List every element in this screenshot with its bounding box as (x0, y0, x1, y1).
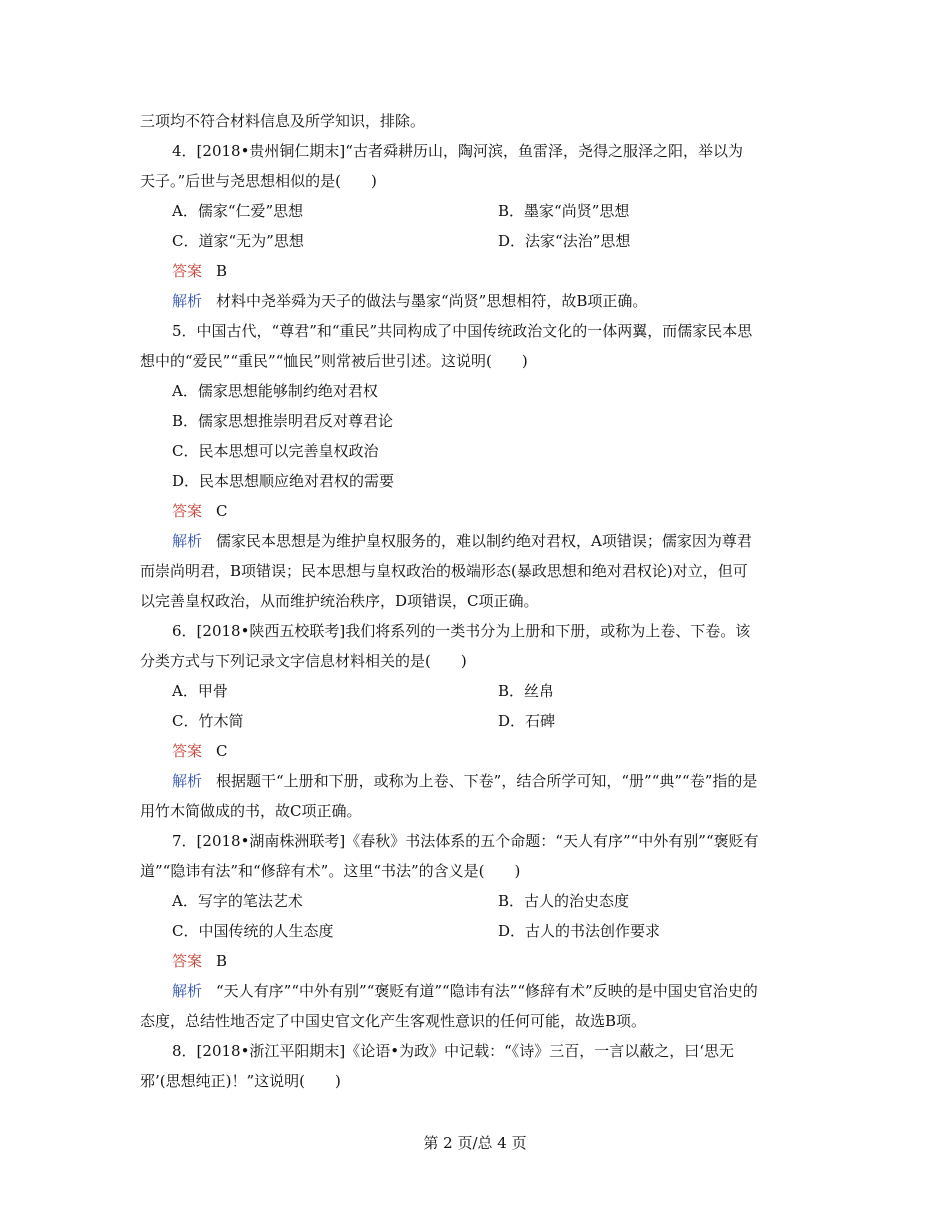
option-d: D．民本思想顺应绝对君权的需要 (172, 472, 395, 490)
answer-label: 答案 (172, 502, 203, 520)
explanation-continued: 而崇尚明君，B项错误；民本思想与皇权政治的极端形态(暴政思想和绝对君权论)对立，但可 (140, 562, 748, 580)
intro-line: 三项均不符合材料信息及所学知识，排除。 (140, 112, 426, 130)
question-stem: 7．[2018•湖南株洲联考]《春秋》书法体系的五个命题：“天人有序”“中外有别”“褒贬有 (172, 832, 759, 850)
explanation-label: 解析 (172, 982, 203, 1000)
answer-value: B (216, 952, 228, 970)
options-row (140, 676, 812, 706)
options-row (140, 196, 812, 226)
question-8 (140, 1036, 812, 1096)
explanation-continued: 态度，总结性地否定了中国史官文化产生客观性意识的任何可能，故选B项。 (140, 1012, 647, 1030)
answer-value: B (216, 262, 228, 280)
answer-label: 答案 (172, 262, 203, 280)
option-b: B．墨家“尚贤”思想 (498, 202, 630, 220)
answer-value: C (216, 502, 228, 520)
explanation-label: 解析 (172, 772, 203, 790)
answer-line (140, 946, 812, 976)
option-b: B．丝帛 (498, 682, 555, 700)
question-stem-continued: 分类方式与下列记录文字信息材料相关的是( ) (140, 652, 467, 670)
answer-line (140, 496, 812, 526)
explanation-line (140, 976, 812, 1006)
option-c: C．中国传统的人生态度 (172, 922, 334, 940)
question-stem-continued: 邪’(思想纯正)！”这说明( ) (140, 1072, 341, 1090)
explanation-line (140, 766, 812, 796)
question-6 (140, 616, 812, 826)
options-row (140, 916, 812, 946)
option-d: D．石碑 (498, 712, 556, 730)
option-c: C．道家“无为”思想 (172, 232, 304, 250)
question-7 (140, 826, 812, 1036)
question-stem: 4．[2018•贵州铜仁期末]“古者舜耕历山，陶河滨，鱼雷泽，尧得之服泽之阳，举以为 (172, 142, 743, 160)
option-b: B．儒家思想推崇明君反对尊君论 (172, 412, 394, 430)
question-stem: 6．[2018•陕西五校联考]我们将系列的一类书分为上册和下册，或称为上卷、下卷。该 (172, 622, 751, 640)
option-c: C．竹木简 (172, 712, 244, 730)
option-d: D．法家“法治”思想 (498, 232, 631, 250)
explanation-label: 解析 (172, 292, 203, 310)
question-stem-continued: 想中的“爱民”“重民”“恤民”则常被后世引述。这说明( ) (140, 352, 528, 370)
answer-label: 答案 (172, 952, 203, 970)
option-c: C．民本思想可以完善皇权政治 (172, 442, 379, 460)
explanation-continued: 以完善皇权政治，从而维护统治秩序，D项错误，C项正确。 (140, 592, 539, 610)
explanation-line (140, 526, 812, 556)
explanation-continued: 用竹木简做成的书，故C项正确。 (140, 802, 362, 820)
options-row (140, 226, 812, 256)
explanation-text: “天人有序”“中外有别”“褒贬有道”“隐讳有法”“修辞有术”反映的是中国史官治史的 (216, 982, 758, 1000)
question-stem-continued: 天子。”后世与尧思想相似的是( ) (140, 172, 377, 190)
option-a: A．写字的笔法艺术 (172, 892, 303, 910)
question-5 (140, 316, 812, 616)
option-a: A．甲骨 (172, 682, 228, 700)
question-stem: 8．[2018•浙江平阳期末]《论语•为政》中记载：“《诗》三百，一言以蔽之，曰‘思无 (172, 1042, 735, 1060)
question-stem-continued: 道”“隐讳有法”和“修辞有术”。这里“书法”的含义是( ) (140, 862, 521, 880)
explanation-line (140, 286, 812, 316)
explanation-label: 解析 (172, 532, 203, 550)
answer-line (140, 736, 812, 766)
answer-value: C (216, 742, 228, 760)
option-a: A．儒家“仁爱”思想 (172, 202, 304, 220)
option-d: D．古人的书法创作要求 (498, 922, 661, 940)
explanation-text: 材料中尧举舜为天子的做法与墨家“尚贤”思想相符，故B项正确。 (216, 292, 648, 310)
explanation-text: 儒家民本思想是为维护皇权服务的，难以制约绝对君权，A项错误；儒家因为尊君 (216, 532, 752, 550)
explanation-text: 根据题干“上册和下册，或称为上卷、下卷”，结合所学可知，“册”“典”“卷”指的是 (216, 772, 758, 790)
answer-line (140, 256, 812, 286)
question-stem: 5．中国古代，“尊君”和“重民”共同构成了中国传统政治文化的一体两翼，而儒家民本思 (172, 322, 753, 340)
answer-label: 答案 (172, 742, 203, 760)
page-content (140, 106, 812, 1096)
options-row (140, 886, 812, 916)
page-footer: 第 2 页/总 4 页 (423, 1134, 527, 1152)
option-a: A．儒家思想能够制约绝对君权 (172, 382, 378, 400)
question-4 (140, 136, 812, 316)
options-row (140, 706, 812, 736)
option-b: B．古人的治史态度 (498, 892, 630, 910)
